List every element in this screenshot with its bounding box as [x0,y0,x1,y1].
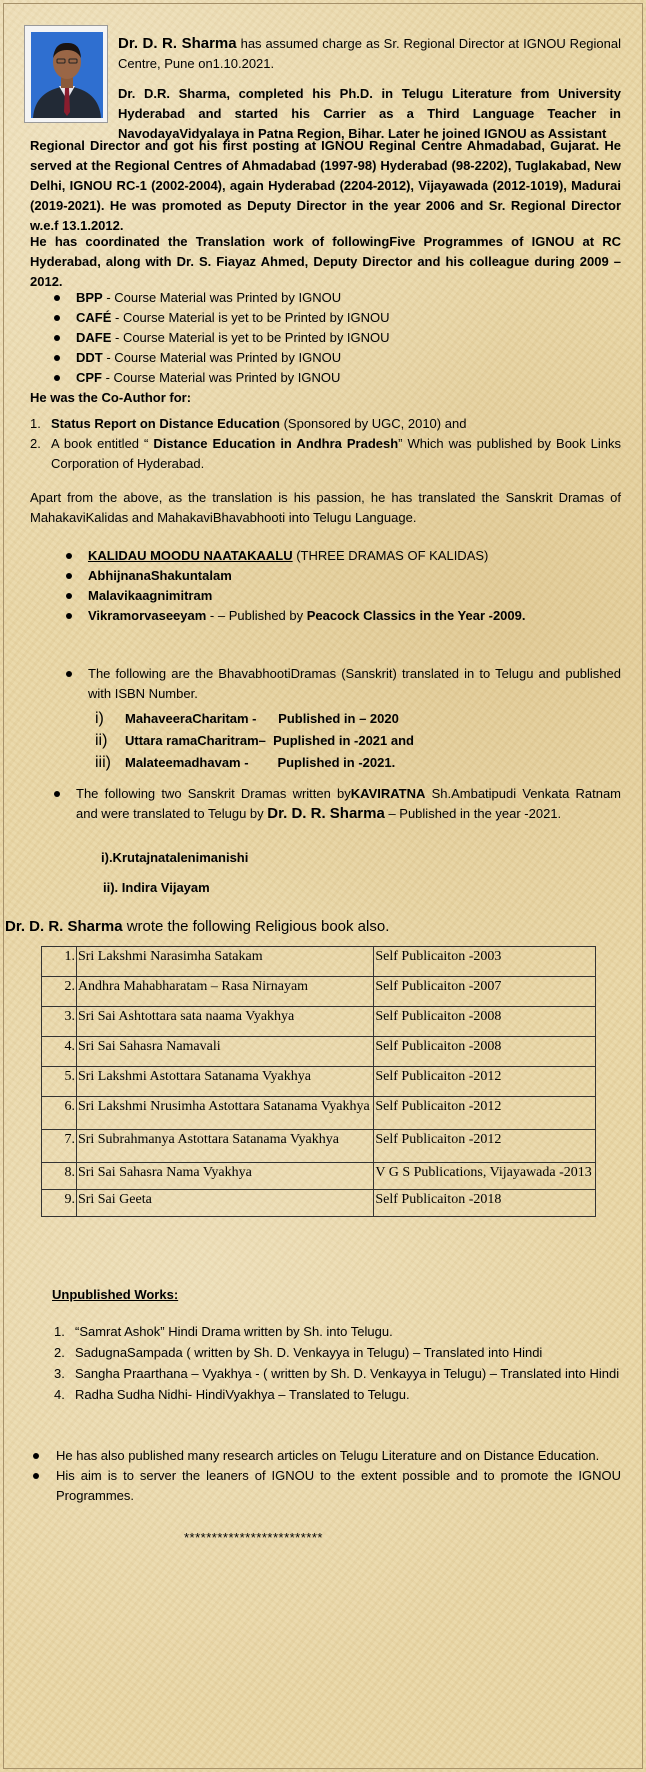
bhavabhooti-intro-list [67,664,621,704]
intro-section [118,34,621,144]
religious-books-table [41,946,596,1217]
book-title: Sri Lakshmi Narasimha Satakam [76,947,373,977]
book-title: Sri Sai Ashtottara sata naama Vyakhya [76,1007,373,1037]
unpublished-list [54,1322,621,1405]
kaviratna-item-1: i).Krutajnatalenimanishi [101,850,249,865]
table-row [42,1097,596,1130]
table-row [42,1007,596,1037]
book-publisher: Self Publicaiton -2012 [374,1130,596,1163]
intro-text: has assumed charge as Sr. Regional Director at IGNOU Regional Centre, Pune on1.10.2021. [118,36,621,71]
book-publisher: Self Publicaiton -2018 [374,1190,596,1217]
list-item: CAFÉ - Course Material is yet to be Printed by IGNOU [55,308,390,328]
religious-heading: Dr. D. R. Sharma wrote the following Religious book also. [5,918,390,935]
book-title: Sri Sai Geeta [76,1190,373,1217]
translation-intro: He has coordinated the Translation work of followingFive Programmes of IGNOU at RC Hyderabad, along with Dr. S. Fiayaz Ahmed, Deputy Director and his colleague during 2009 – 2012. [30,234,621,289]
closing-list [34,1446,621,1506]
book-number: 6. [42,1097,77,1130]
list-item: iii) Malateemadhavam - Puplished in -2021. [95,754,396,771]
book-title: Sri Lakshmi Nrusimha Astottara Satanama Vyakhya [76,1097,373,1130]
book-title: Sri Lakshmi Astottara Satanama Vyakhya [76,1067,373,1097]
list-item: 4. Radha Sudha Nidhi- HindiVyakhya – Translated to Telugu. [54,1387,410,1402]
table-row [42,977,596,1007]
list-item: KALIDAU MOODU NAATAKAALU (THREE DRAMAS OF KALIDAS) [67,546,525,566]
list-item: BPP - Course Material was Printed by IGNOU [55,288,390,308]
list-item: 3. Sangha Praarthana – Vyakhya - ( written by Sh. D. Venkayya in Telugu) – Translated into Hindi [54,1366,620,1381]
coauthor-heading: He was the Co-Author for: [30,390,192,405]
book-number: 7. [42,1130,77,1163]
coauthor-list [30,414,621,474]
table-row [42,1163,596,1190]
list-item: 2. A book entitled “ Distance Education in Andhra Pradesh” Which was published by Book Links Corporation of Hyderabad. [30,436,621,471]
book-title: Andhra Mahabharatam – Rasa Nirnayam [76,977,373,1007]
book-number: 1. [42,947,77,977]
book-title: Sri Sai Sahasra Namavali [76,1037,373,1067]
list-item: i) MahaveeraCharitam - Published in – 2020 [95,710,399,727]
list-item: Malavikaagnimitram [67,586,525,606]
bhavabhooti-list [95,708,595,774]
book-number: 3. [42,1007,77,1037]
intro-name: Dr. D. R. Sharma [118,35,237,52]
closing-separator: ************************* [184,1530,323,1545]
profile-photo [24,25,108,123]
unpublished-heading: Unpublished Works: [52,1287,179,1302]
book-number: 9. [42,1190,77,1217]
list-item: ii) Uttara ramaCharitram– Puplished in -2021 and [95,732,414,749]
book-number: 4. [42,1037,77,1067]
book-title: Sri Sai Sahasra Nama Vyakhya [76,1163,373,1190]
sanskrit-intro: Apart from the above, as the translation is his passion, he has translated the Sanskrit Dramas of MahakaviKalidas and MahakaviBhavabhooti into Telugu Language. [30,490,621,525]
list-item: His aim is to server the leaners of IGNOU to the extent possible and to promote the IGNOU Programmes. [34,1466,621,1506]
book-publisher: Self Publicaiton -2007 [374,977,596,1007]
book-number: 2. [42,977,77,1007]
list-item: DDT - Course Material was Printed by IGNOU [55,348,390,368]
table-row [42,1190,596,1217]
table-row [42,1067,596,1097]
list-item: 1. “Samrat Ashok” Hindi Drama written by Sh. into Telugu. [54,1324,393,1339]
book-publisher: Self Publicaiton -2008 [374,1037,596,1067]
bio-paragraph: Regional Director and got his first posting at IGNOU Reginal Centre Ahmadabad, Gujarat. He served at the Regional Centres of Ahmadabad (1997-98) Hyderabad (98-2202), Tuglakabad, New Delhi, IGNOU RC-1 (2002-2004), again Hyderabad (2204-2012), Vijayawada (2012-1019), Madurai (2019-2021). He was promoted as Deputy Director in the year 2006 and Sr. Regional Director w.e.f 13.1.2012. [30,138,621,233]
table-row [42,947,596,977]
table-row [42,1037,596,1067]
list-item: He has also published many research articles on Telugu Literature and on Distance Education. [34,1446,621,1466]
list-item: DAFE - Course Material is yet to be Printed by IGNOU [55,328,390,348]
kalidas-list [67,546,525,626]
book-number: 8. [42,1163,77,1190]
intro-paragraph [118,34,621,74]
programme-list [55,288,390,388]
list-item: Vikramorvaseeyam - – Published by Peacock Classics in the Year -2009. [67,606,525,626]
book-title: Sri Subrahmanya Astottara Satanama Vyakhya [76,1130,373,1163]
kaviratna-item-2: ii). Indira Vijayam [103,880,210,895]
table-row [42,1130,596,1163]
list-item: AbhijnanaShakuntalam [67,566,525,586]
list-item: 2. SadugnaSampada ( written by Sh. D. Venkayya in Telugu) – Translated into Hindi [54,1345,543,1360]
book-number: 5. [42,1067,77,1097]
list-item: The following are the BhavabhootiDramas (Sanskrit) translated in to Telugu and published with ISBN Number. [67,664,621,704]
book-publisher: Self Publicaiton -2003 [374,947,596,977]
kaviratna-list [55,784,621,824]
list-item: CPF - Course Material was Printed by IGNOU [55,368,390,388]
book-publisher: Self Publicaiton -2012 [374,1097,596,1130]
book-publisher: Self Publicaiton -2008 [374,1007,596,1037]
bio-first-lines: Dr. D.R. Sharma, completed his Ph.D. in Telugu Literature from University Hyderabad and started his Carrier as a Third Language Teacher in NavodayaVidyalaya in Patna Region, Bihar. Later he joined IGNOU as Assistant [118,86,621,141]
book-publisher: V G S Publications, Vijayawada -2013 [374,1163,596,1190]
list-item: 1. Status Report on Distance Education (Sponsored by UGC, 2010) and [30,416,467,431]
book-publisher: Self Publicaiton -2012 [374,1067,596,1097]
list-item: The following two Sanskrit Dramas written byKAVIRATNA Sh.Ambatipudi Venkata Ratnam and were translated to Telugu by Dr. D. R. Sharma – Published in the year -2021. [55,784,621,824]
